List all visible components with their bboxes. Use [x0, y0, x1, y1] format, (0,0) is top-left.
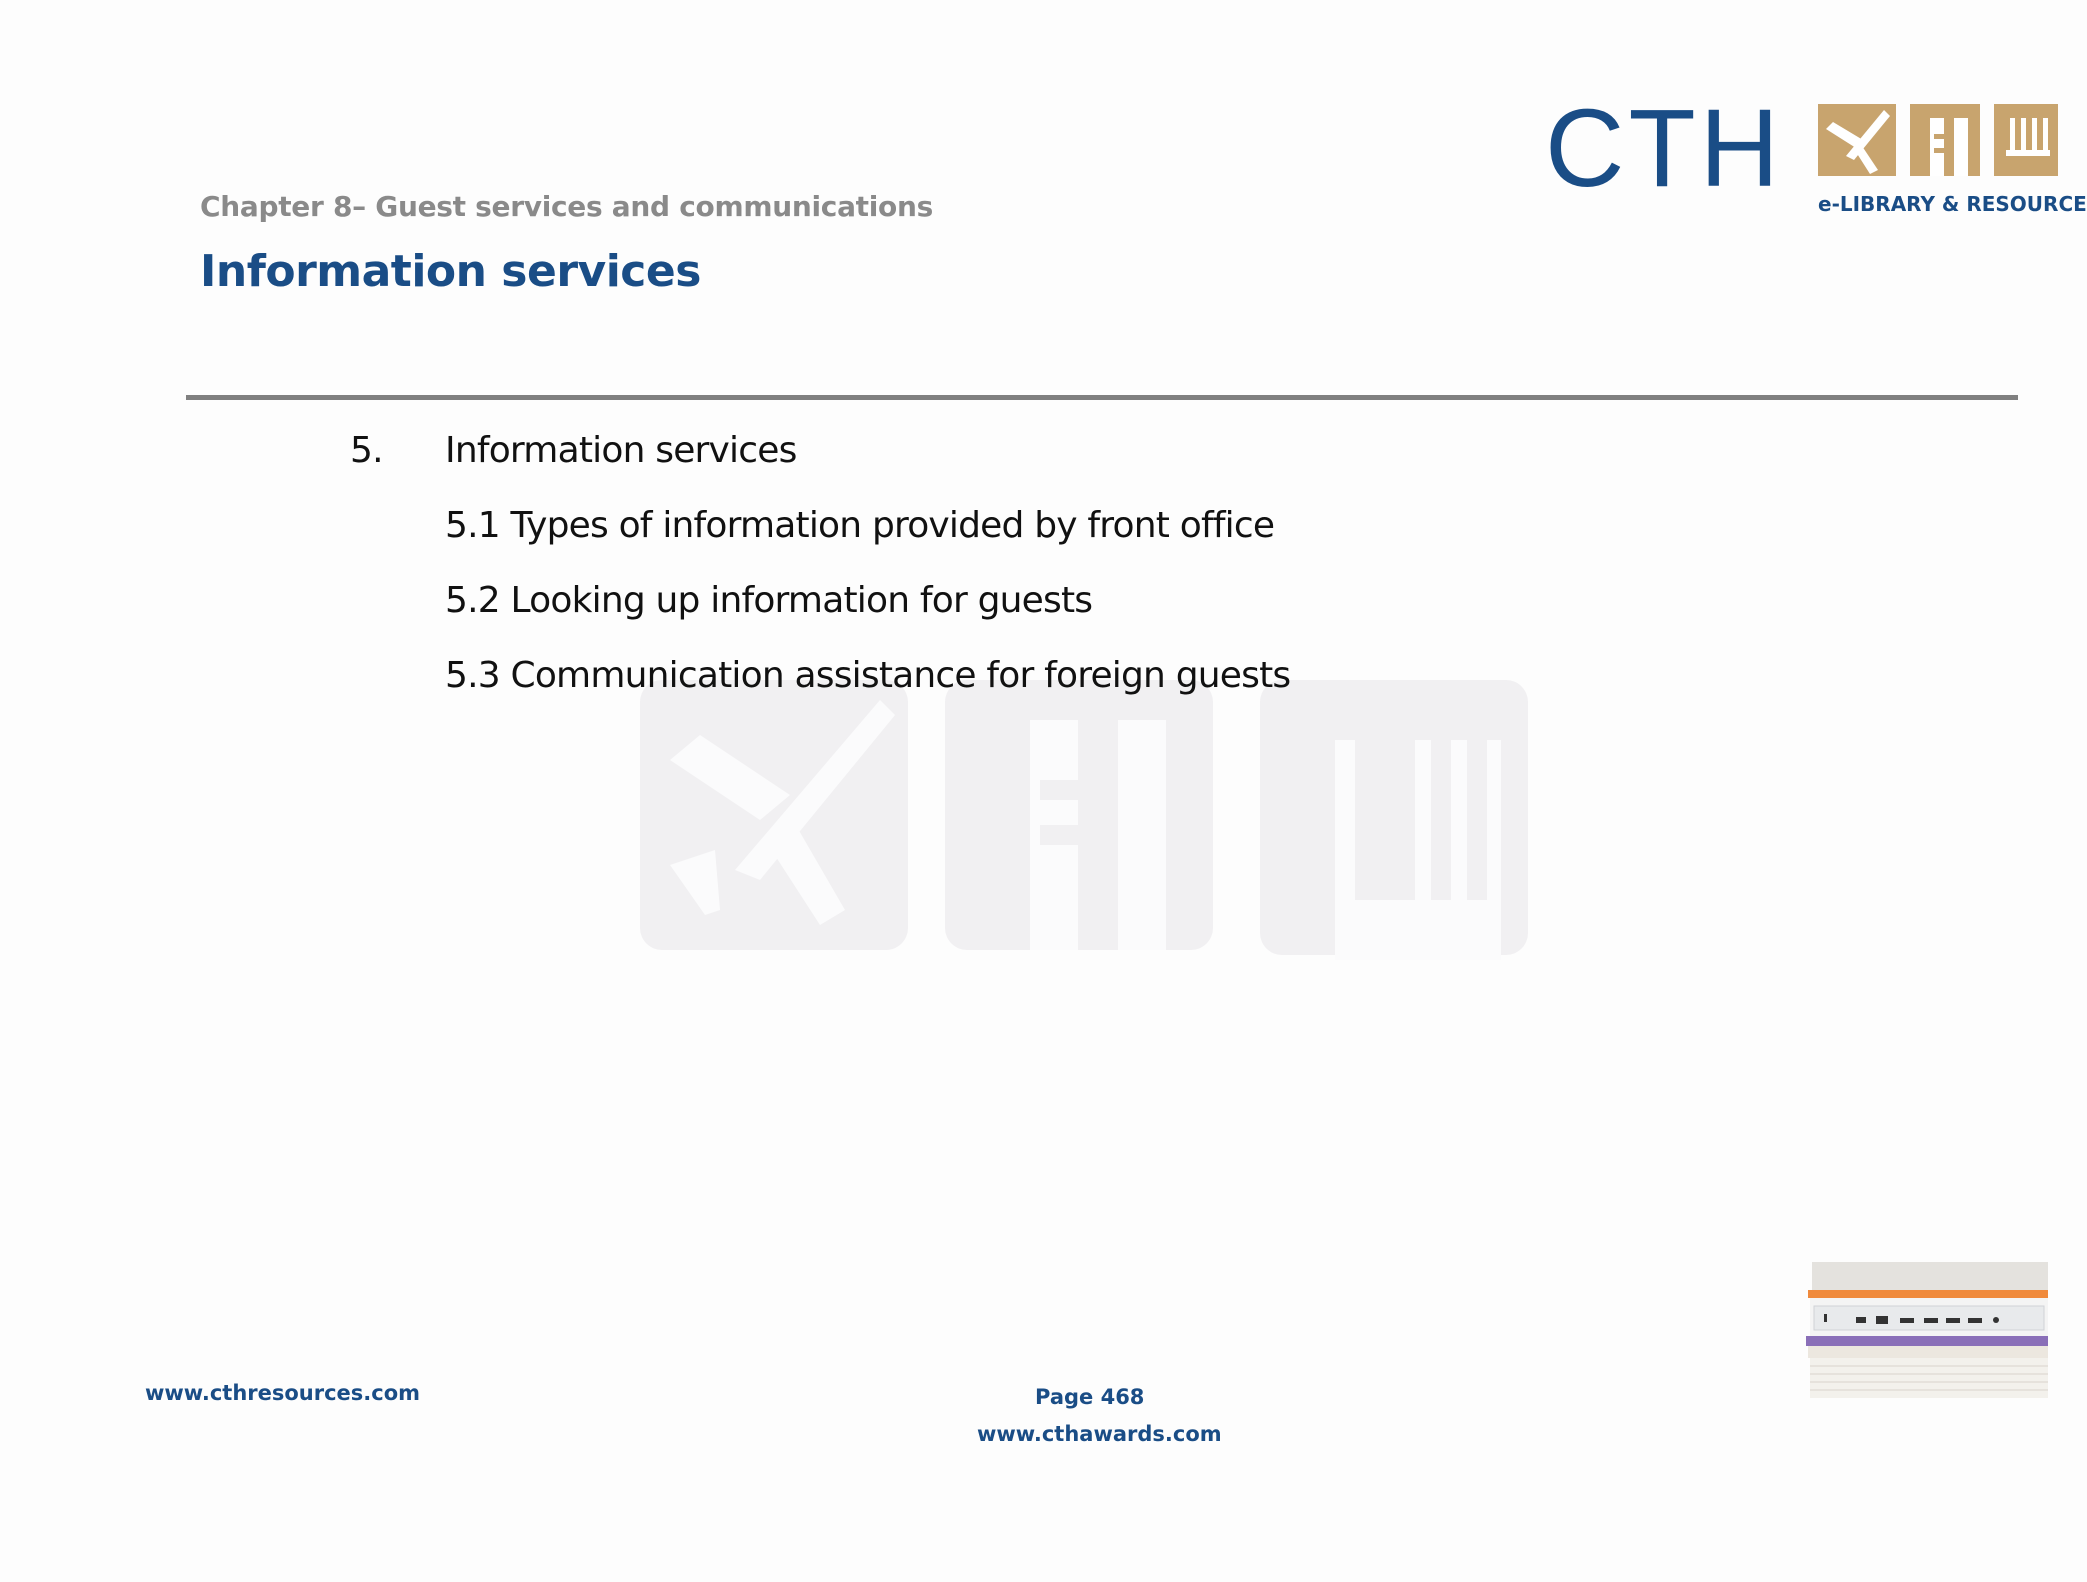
- subsection-item: 5.3 Communication assistance for foreign guests: [445, 655, 1291, 696]
- plane-icon: [1818, 104, 1896, 176]
- footer-awards-link[interactable]: www.cthawards.com: [977, 1422, 1222, 1446]
- cth-logo: [1545, 87, 2087, 220]
- page-number: Page 468: [1035, 1385, 1145, 1409]
- subsection-item: 5.2 Looking up information for guests: [445, 580, 1093, 621]
- section-number: 5.: [350, 430, 383, 471]
- logo-letters: CTH: [1545, 87, 1784, 210]
- watermark-logo: [640, 680, 1540, 960]
- section-title: Information services: [445, 430, 797, 471]
- header-divider: [186, 395, 2018, 400]
- logo-tagline: e-LIBRARY & RESOURCE: [1818, 192, 2087, 216]
- page-title: Information services: [200, 246, 701, 297]
- subsection-item: 5.1 Types of information provided by front office: [445, 505, 1275, 546]
- book-stack-image: [1800, 1262, 2048, 1432]
- logo-icons: [1818, 104, 2058, 184]
- building-icon: [1910, 104, 1980, 176]
- fork-icon: [1994, 104, 2058, 176]
- chapter-heading: Chapter 8– Guest services and communications: [200, 190, 933, 223]
- footer-resources-link[interactable]: www.cthresources.com: [145, 1381, 421, 1405]
